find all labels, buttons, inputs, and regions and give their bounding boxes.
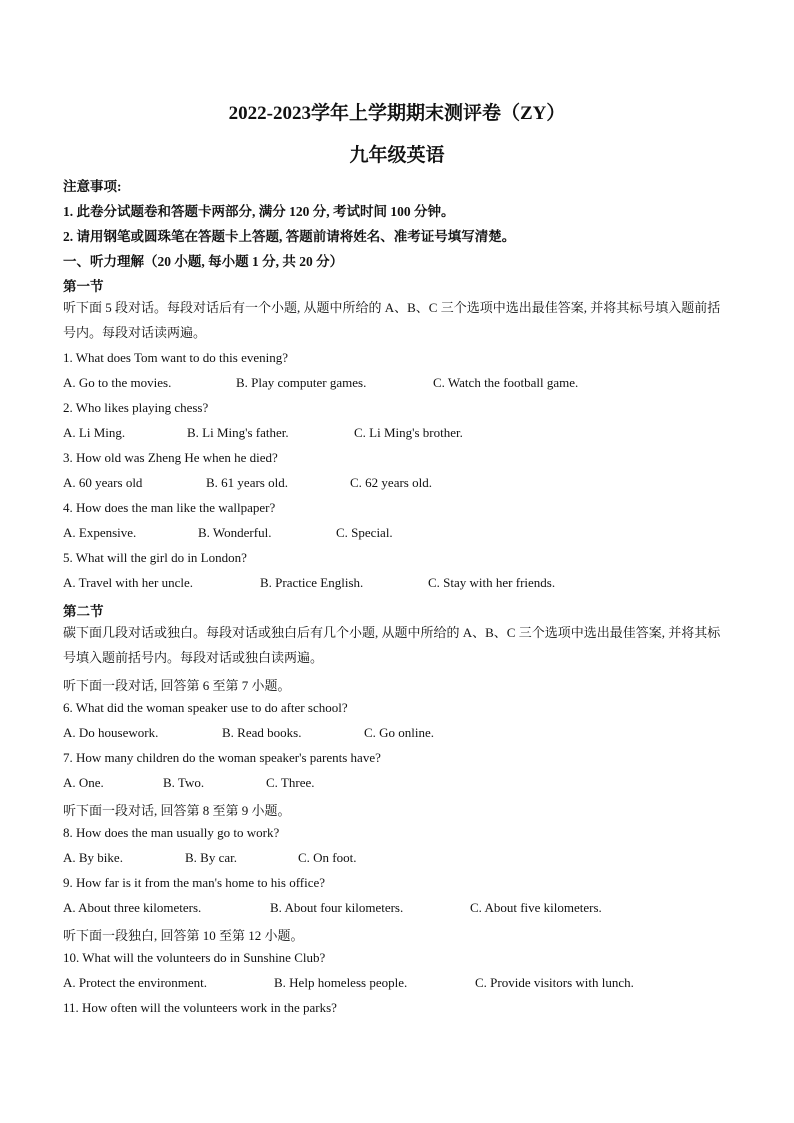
q3-option-c: C. 62 years old. (350, 475, 432, 490)
q5-option-c: C. Stay with her friends. (428, 575, 556, 590)
notes-heading: 注意事项: (63, 179, 122, 194)
section2-heading: 第二节 (63, 604, 104, 619)
q1-option-b: B. Play computer games. (236, 375, 367, 390)
question-3: 3. How old was Zheng He when he died? (63, 450, 278, 465)
note-item: 2. 请用钢笔或圆珠笔在答题卡上答题, 答题前请将姓名、准考证号填写清楚。 (63, 229, 516, 244)
question-4: 4. How does the man like the wallpaper? (63, 500, 276, 515)
q1-option-c: C. Watch the football game. (433, 375, 579, 390)
q10-option-a: A. Protect the environment. (63, 975, 208, 990)
section2-instructions: 碳下面几段对话或独白。每段对话或独白后有几个小题, 从题中所给的 A、B、C 三个选项中选出最佳答案, 并将其标号填入题前括号内。每段对话或独白读两遍。 (63, 625, 721, 665)
q10-option-c: C. Provide visitors with lunch. (475, 975, 634, 990)
question-2: 2. Who likes playing chess? (63, 400, 209, 415)
question-7: 7. How many children do the woman speaker's parents have? (63, 750, 381, 765)
q6-option-c: C. Go online. (364, 725, 435, 740)
q2-option-a: A. Li Ming. (63, 425, 126, 440)
q9-option-b: B. About four kilometers. (270, 900, 404, 915)
question-11: 11. How often will the volunteers work in the parks? (63, 1000, 337, 1015)
q8-option-c: C. On foot. (298, 850, 357, 865)
part1-heading: 一、听力理解（20 小题, 每小题 1 分, 共 20 分） (63, 254, 344, 269)
section1-heading: 第一节 (63, 279, 104, 294)
q3-option-b: B. 61 years old. (206, 475, 288, 490)
lead-q6-7: 听下面一段对话, 回答第 6 至第 7 小题。 (63, 678, 291, 693)
question-8: 8. How does the man usually go to work? (63, 825, 280, 840)
exam-subtitle: 九年级英语 (349, 145, 445, 166)
q8-option-a: A. By bike. (63, 850, 123, 865)
lead-q8-9: 听下面一段对话, 回答第 8 至第 9 小题。 (63, 803, 291, 818)
q5-option-b: B. Practice English. (260, 575, 364, 590)
lead-q10-12: 听下面一段独白, 回答第 10 至第 12 小题。 (63, 928, 304, 943)
q5-option-a: A. Travel with her uncle. (63, 575, 193, 590)
q4-option-a: A. Expensive. (63, 525, 137, 540)
q10-option-b: B. Help homeless people. (274, 975, 408, 990)
question-6: 6. What did the woman speaker use to do after school? (63, 700, 348, 715)
note-item: 1. 此卷分试题卷和答题卡两部分, 满分 120 分, 考试时间 100 分钟。 (63, 204, 455, 219)
q6-option-b: B. Read books. (222, 725, 302, 740)
q4-option-c: C. Special. (336, 525, 393, 540)
q7-option-c: C. Three. (266, 775, 315, 790)
q9-option-a: A. About three kilometers. (63, 900, 202, 915)
q2-option-c: C. Li Ming's brother. (354, 425, 463, 440)
q9-option-c: C. About five kilometers. (470, 900, 602, 915)
q3-option-a: A. 60 years old (63, 475, 143, 490)
q7-option-a: A. One. (63, 775, 104, 790)
section1-instructions: 听下面 5 段对话。每段对话后有一个小题, 从题中所给的 A、B、C 三个选项中选出最佳答案, 并将其标号填入题前括号内。每段对话读两遍。 (63, 300, 721, 340)
question-1: 1. What does Tom want to do this evening? (63, 350, 288, 365)
q4-option-b: B. Wonderful. (198, 525, 272, 540)
question-5: 5. What will the girl do in London? (63, 550, 247, 565)
q7-option-b: B. Two. (163, 775, 205, 790)
question-9: 9. How far is it from the man's home to his office? (63, 875, 326, 890)
q6-option-a: A. Do housework. (63, 725, 159, 740)
q8-option-b: B. By car. (185, 850, 237, 865)
question-10: 10. What will the volunteers do in Sunshine Club? (63, 950, 326, 965)
q1-option-a: A. Go to the movies. (63, 375, 172, 390)
q2-option-b: B. Li Ming's father. (187, 425, 289, 440)
exam-title: 2022-2023学年上学期期末测评卷（ZY） (228, 103, 566, 124)
